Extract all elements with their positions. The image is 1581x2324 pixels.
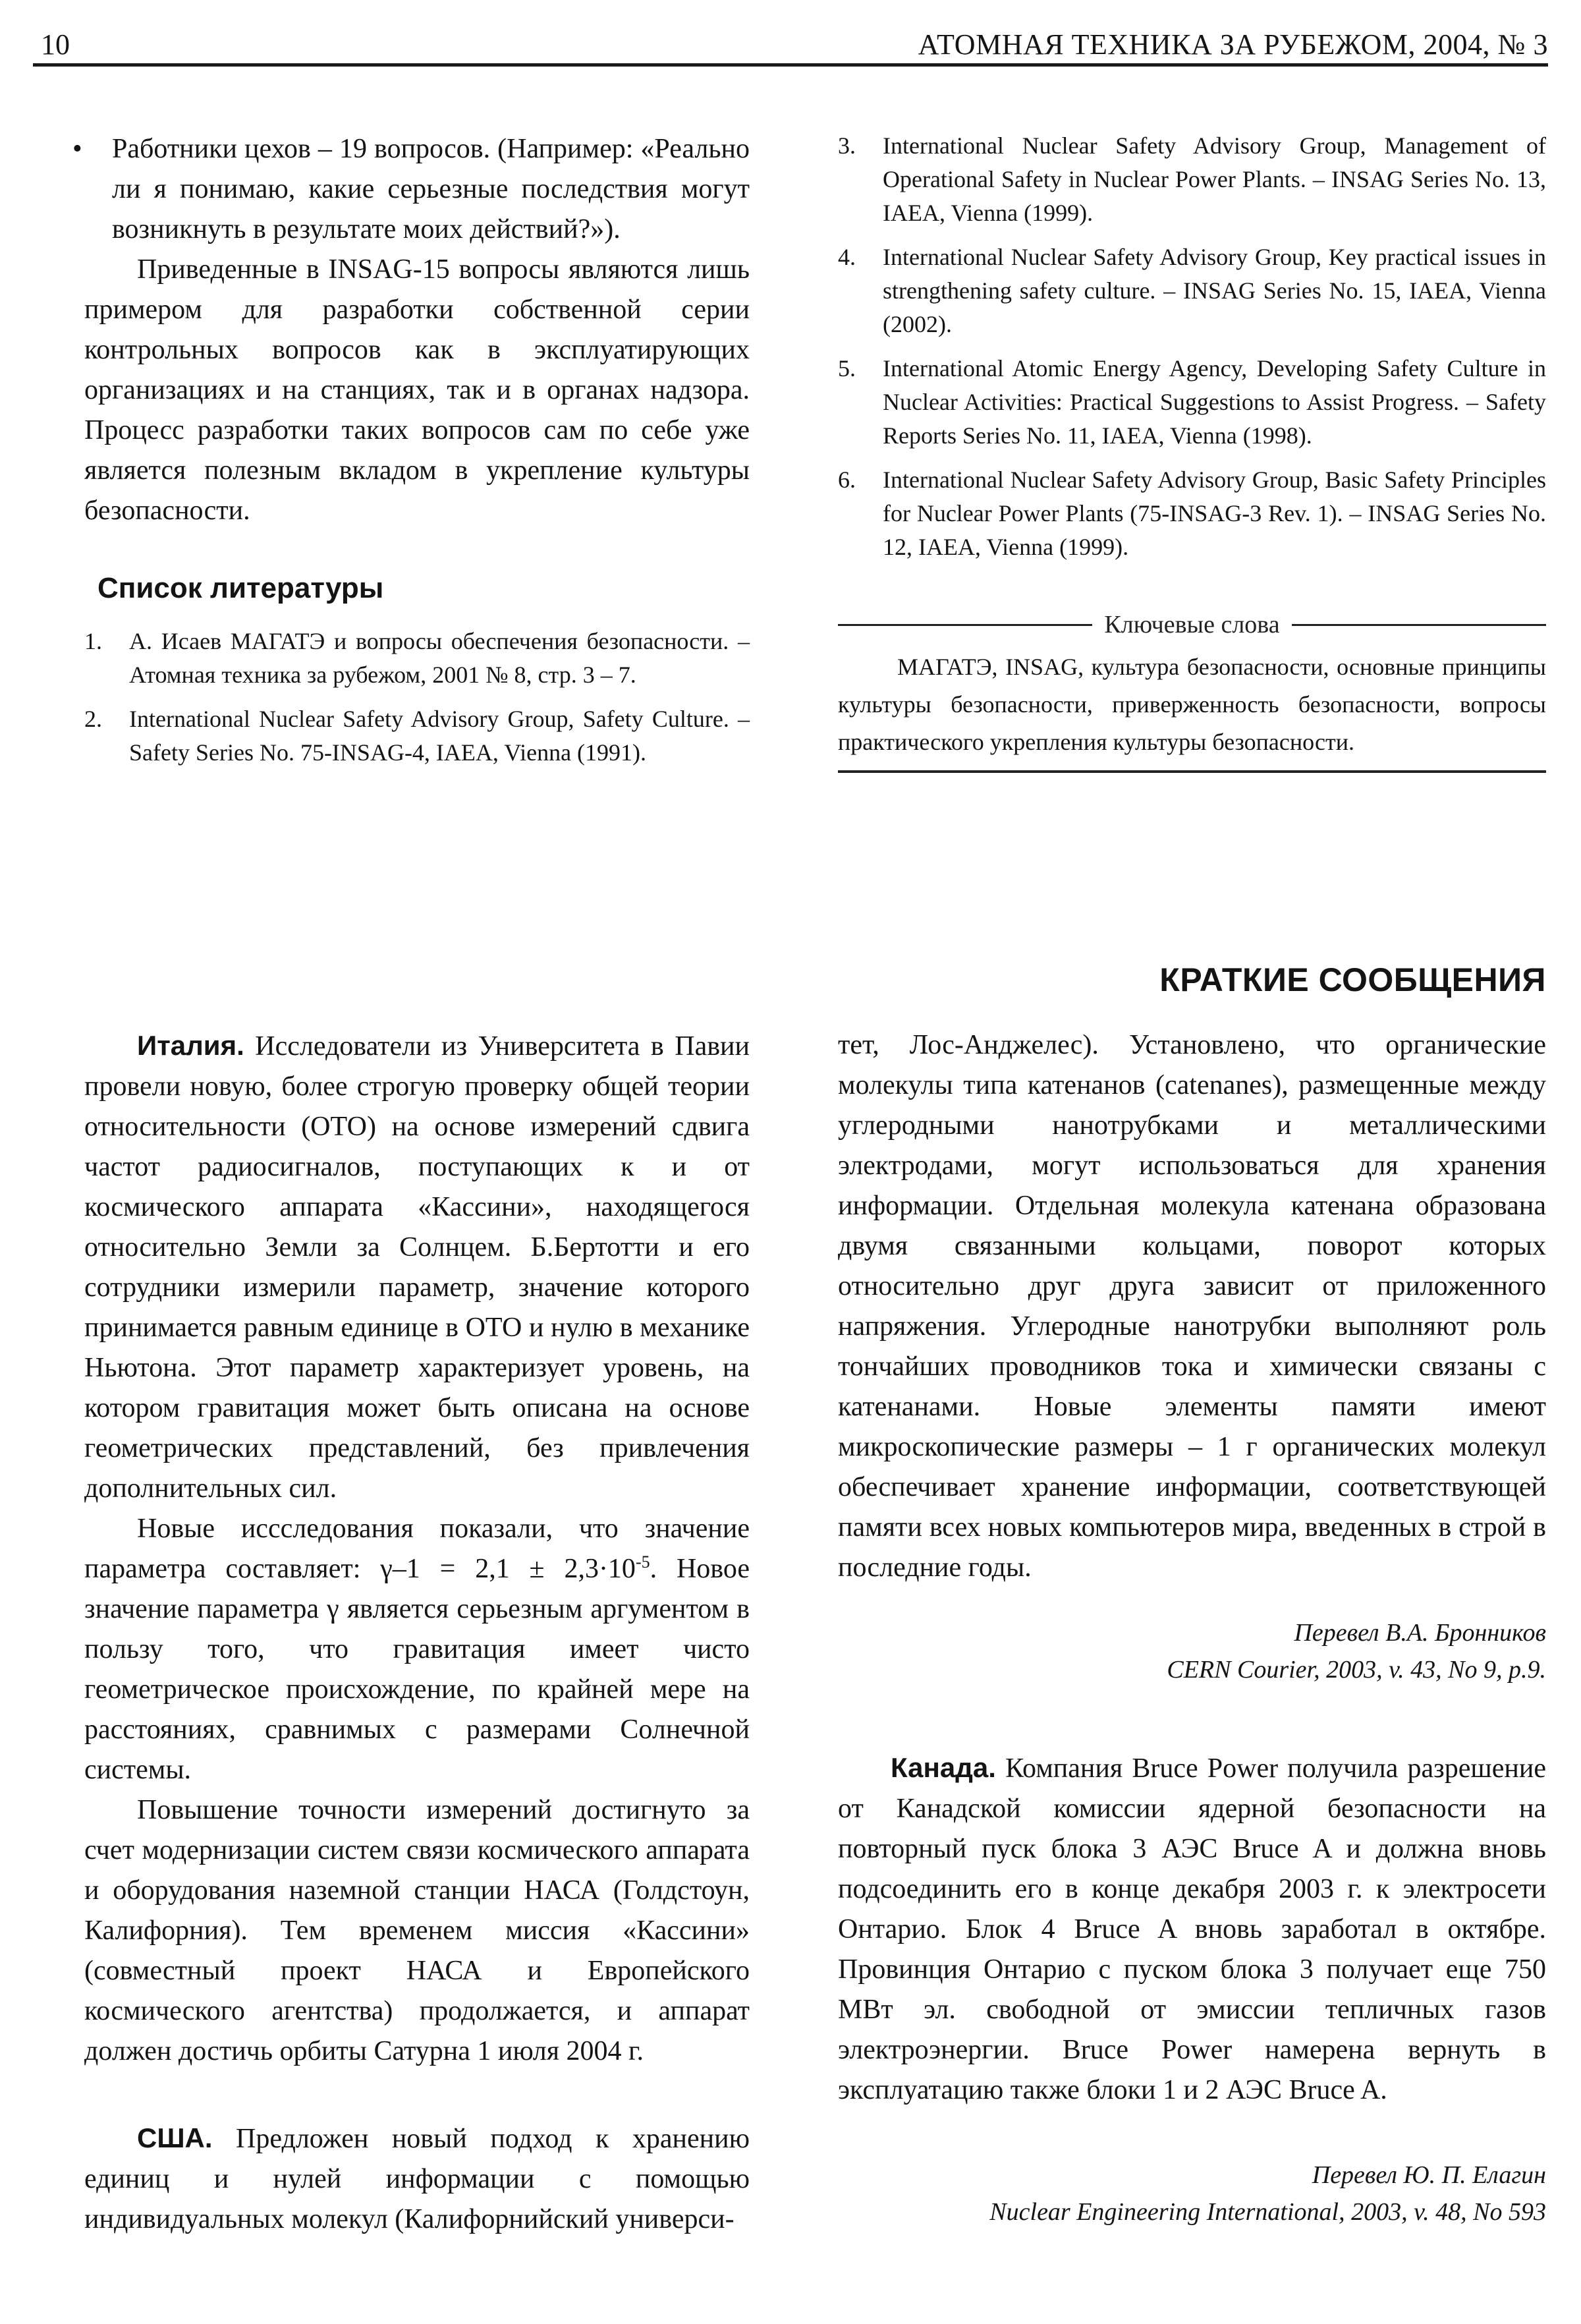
keywords-label: Ключевые слова (1104, 611, 1280, 638)
keywords-bottom-rule (838, 770, 1546, 773)
reference-item: 2. International Nuclear Safety Advisory Group, Safety Culture. – Safety Series No. 75-INSAG-4, IAEA, Vienna (1991). (84, 706, 750, 766)
keywords-box (838, 610, 1546, 773)
news-lead-usa: США. (137, 2122, 213, 2153)
reference-item: 1. А. Исаев МАГАТЭ и вопросы обеспечения безопасности. – Атомная техника за рубежом, 2001 № 8, стр. 3 – 7. (84, 628, 750, 688)
page-header (33, 20, 1548, 66)
references-list-left (84, 625, 750, 770)
left-column-top (72, 129, 750, 780)
section-title: КРАТКИЕ СООБЩЕНИЯ (1159, 961, 1546, 998)
news-italy-p2: Новые иссследования показали, что значение параметра составляет: $\gamma-1 = 2,1 \pm 2,3\cdot 10^{-5}$. Новое значение параметра γ является серьезным аргументом в пользу того, что гравитация имеет чисто геометрическое происхождение, по крайней мере на расстояниях, сравнимых с размерами Солнечной системы. (84, 1514, 750, 1785)
usa-translator: Перевел В.А. Бронников (1294, 1619, 1546, 1647)
news-usa-continued: тет, Лос-Анджелес). Установлено, что органические молекулы типа катенанов (catenanes), размещенные между углеродными нанотрубками и металлическими электродами, могут использоваться для хранения информации. Отдельная молекула катенана образована двумя связанными кольцами, поворот которых относительно друг друга зависит от приложенного напряжения. Углеродные нанотрубки выполняют роль тончайших проводников тока и химически связаны с катенанами. Новые элементы памяти имеют микроскопические размеры – 1 г органических молекул обеспечивает хранение информации, соответствующей памяти всех новых компьютеров мира, введенных в строй в последние годы. (838, 1030, 1546, 1583)
bullet-item (53, 129, 750, 250)
right-column-news (838, 1025, 1546, 2230)
canada-source: Nuclear Engineering International, 2003, v. 48, No 593 (989, 2198, 1546, 2226)
keywords-text: МАГАТЭ, INSAG, культура безопасности, основные принципы культуры безопасности, приверженность безопасности, вопросы практического укрепления культуры безопасности. (838, 654, 1546, 755)
header-divider (33, 63, 1548, 67)
keywords-header (838, 610, 1546, 639)
news-italy-p3: Повышение точности измерений достигнуто за счет модернизации систем связи космического аппарата и оборудования наземной станции НАСА (Голдстоун, Калифорния). Тем временем миссия «Кассини» (совместный проект НАСА и Европейского космического агентства) продолжается, и аппарат должен достичь орбиты Сатурна 1 июля 2004 г. (84, 1795, 750, 2066)
usa-source: CERN Courier, 2003, v. 43, No 9, p.9. (1167, 1656, 1546, 1684)
news-canada: Канада. Компания Bruce Power получила разрешение от Канадской комиссии ядерной безопасности на повторный пуск блока 3 АЭС Bruce A и должна вновь подсоединить его в конце декабря 2003 г. к электросети Онтарио. Блок 4 Bruce A вновь заработал в октябре. Провинция Онтарио с пуском блока 3 получает еще 750 МВт эл. свободной от эмиссии тепличных газов электроэнергии. Bruce Power намерена вернуть в эксплуатацию также блоки 1 и 2 АЭС Bruce A. (838, 1752, 1546, 2105)
bullet-icon: • (72, 134, 82, 164)
reference-item: 4. International Nuclear Safety Advisory Group, Key practical issues in strengthening safety culture. – INSAG Series No. 15, IAEA, Vienna (2002). (838, 244, 1546, 337)
right-column-top (838, 129, 1546, 773)
references-title: Список литературы (97, 572, 384, 604)
news-lead-canada: Канада. (891, 1752, 996, 1783)
left-column-news (84, 1025, 750, 2240)
keywords-rule-right (1292, 624, 1546, 626)
news-usa-start: США. Предложен новый подход к хранению единиц и нулей информации с помощью индивидуальных молекул (Калифорнийский универси- (84, 2122, 750, 2234)
canada-translator: Перевел Ю. П. Елагин (1312, 2161, 1546, 2189)
journal-title: АТОМНАЯ ТЕХНИКА ЗА РУБЕЖОМ, 2004, № 3 (918, 28, 1548, 61)
reference-item: 3. International Nuclear Safety Advisory Group, Management of Operational Safety in Nuclear Power Plants. – INSAG Series No. 13, IAEA, Vienna (1999). (838, 132, 1546, 226)
news-lead-italy: Италия. (137, 1030, 244, 1061)
references-list-right (838, 129, 1546, 564)
news-italy-p1: Италия. Исследователи из Университета в Павии провели новую, более строгую проверку общей теории относительности (ОТО) на основе измерений сдвига частот радиосигналов, поступающих к и от космического аппарата «Кассини», находящегося относительно Земли за Солнцем. Б.Бертотти и его сотрудники измерили параметр, значение которого принимается равным единице в ОТО и нулю в механике Ньютона. Этот параметр характеризует уровень, на котором гравитация может быть описана на основе геометрических представлений, без привлечения дополнительных сил. (84, 1030, 750, 1504)
reference-item: 6. International Nuclear Safety Advisory Group, Basic Safety Principles for Nuclear Power Plants (75-INSAG-3 Rev. 1). – INSAG Series No. 12, IAEA, Vienna (1999). (838, 467, 1546, 560)
keywords-rule-left (838, 624, 1092, 626)
bullet-text: Работники цехов – 19 вопросов. (Например: «Реально ли я понимаю, какие серьезные последствия могут возникнуть в результате моих действий?»). (112, 134, 750, 244)
insag-paragraph: Приведенные в INSAG-15 вопросы являются лишь примером для разработки собственной серии контрольных вопросов как в эксплуатирующих организациях и на станциях, так и в органах надзора. Процесс разработки таких вопросов сам по себе уже является полезным вкладом в укрепление культуры безопасности. (84, 254, 750, 526)
page-number: 10 (41, 28, 70, 61)
reference-item: 5. International Atomic Energy Agency, Developing Safety Culture in Nuclear Activities: Practical Suggestions to Assist Progress. – Safety Reports Series No. 11, IAEA, Vienna (1998). (838, 355, 1546, 449)
